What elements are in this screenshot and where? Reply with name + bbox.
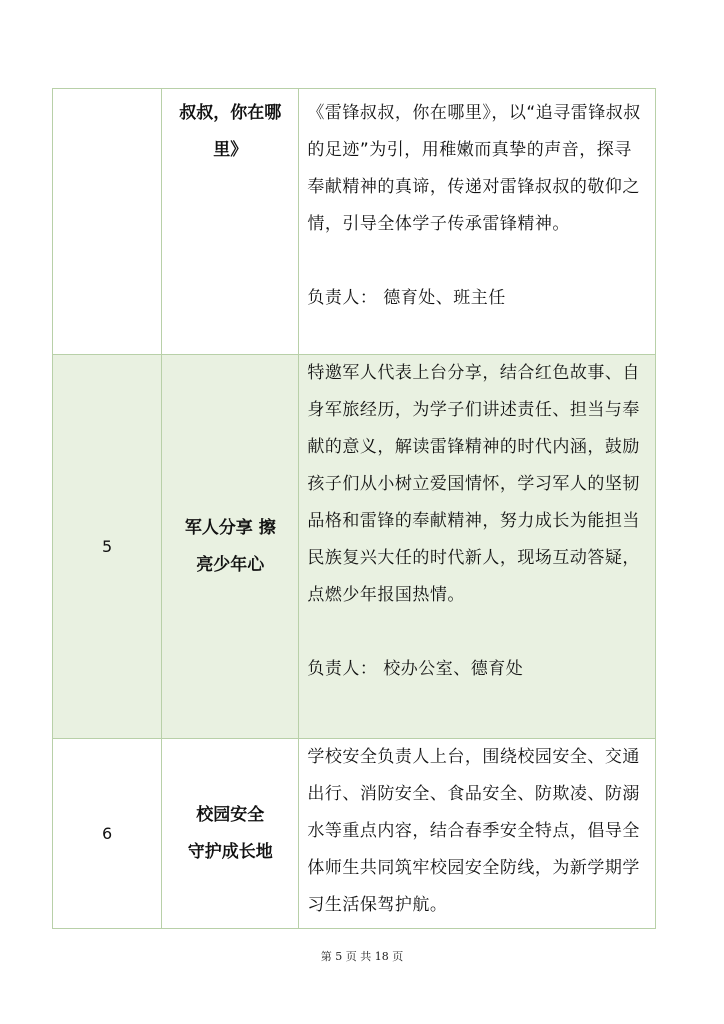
row-number-cell: [53, 739, 162, 929]
activity-title-line: 里》: [213, 140, 248, 160]
row-number: 6: [101, 824, 113, 843]
activity-description: 《雷锋叔叔，你在哪里》，以“追寻雷锋叔叔的足迹”为引，用稚嫩而真挚的声音，探寻奉献精神的真谛，传递对雷锋叔叔的敬仰之情，引导全体学子传承雷锋精神。: [307, 103, 641, 234]
table-row: [53, 739, 656, 929]
activity-content-cell: [299, 89, 656, 355]
activity-title-line: 军人分享 擦: [184, 517, 276, 538]
table-row: [53, 89, 656, 355]
activity-content-cell: [299, 355, 656, 739]
activity-content-cell: [299, 739, 656, 929]
activity-title-cell: [162, 89, 299, 355]
activity-table: [52, 88, 656, 929]
activity-description: 学校安全负责人上台，围绕校园安全、交通出行、消防安全、食品安全、防欺凌、防溺水等重点内容，结合春季安全特点，倡导全体师生共同筑牢校园安全防线，为新学期学习生活保驾护航。: [307, 747, 640, 915]
activity-title-line: 亮少年心: [196, 554, 265, 575]
row-number: 5: [101, 537, 113, 556]
activity-title-line: 叔叔，你在哪: [179, 103, 282, 123]
activity-title-line: 守护成长地: [187, 841, 273, 862]
row-number-cell: [53, 89, 162, 355]
responsible-party: 负责人： 德育处、班主任: [307, 288, 506, 308]
activity-description: 特邀军人代表上台分享，结合红色故事、自身军旅经历，为学子们讲述责任、担当与奉献的意义，解读雷锋精神的时代内涵，鼓励孩子们从小树立爱国情怀，学习军人的坚韧品格和雷锋的奉献精神，努力成长为能担当民族复兴大任的时代新人，现场互动答疑，点燃少年报国热情。: [307, 363, 640, 605]
responsible-party: 负责人： 校办公室、德育处: [307, 659, 524, 679]
table-row: [53, 355, 656, 739]
activity-title-cell: [162, 739, 299, 929]
page-footer: 第 5 页 共 18 页: [320, 950, 404, 963]
row-number-cell: [53, 355, 162, 739]
activity-title-cell: [162, 355, 299, 739]
activity-title-line: 校园安全: [196, 804, 265, 825]
